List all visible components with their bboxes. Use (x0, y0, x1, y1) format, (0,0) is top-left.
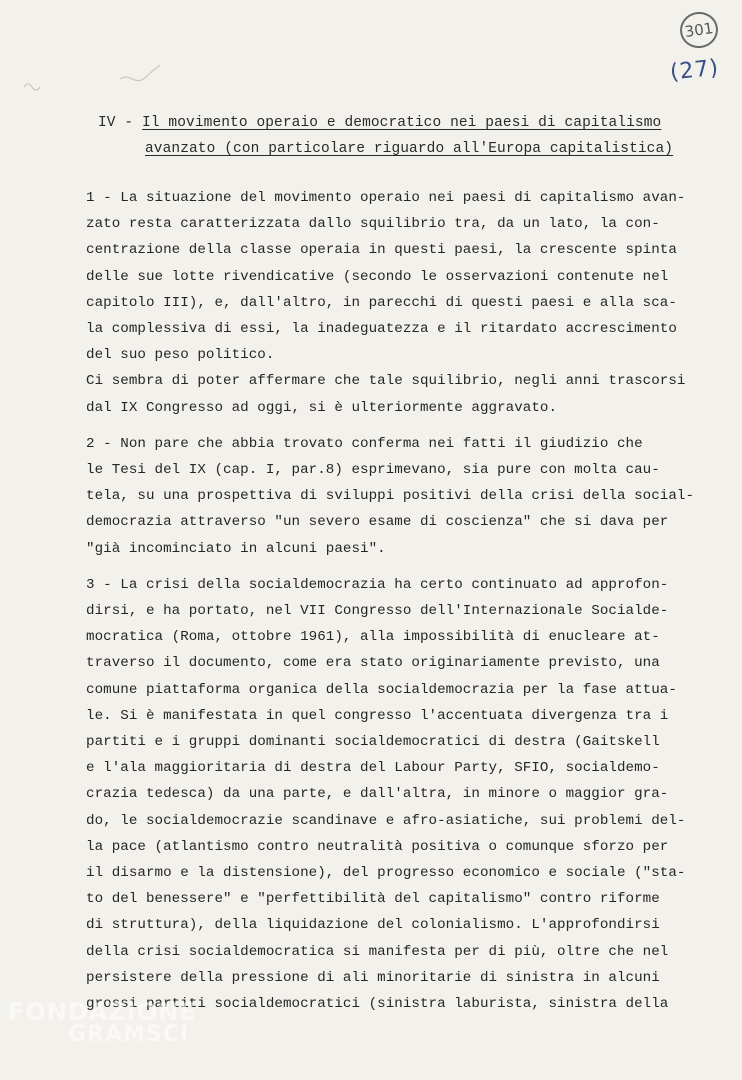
text-line: dirsi, e ha portato, nel VII Congresso dell'Internazionale Socialde- (86, 603, 669, 620)
title-text-1: Il movimento operaio e democratico nei paesi di capitalismo (142, 115, 662, 131)
faint-pencil-marks-icon (20, 65, 180, 105)
text-line: capitolo III), e, dall'altro, in parecchi di questi paesi e alla sca- (86, 294, 677, 311)
page-number: 301 (683, 19, 715, 41)
text-line: traverso il documento, come era stato originariamente previsto, una (86, 655, 660, 672)
text-line: democrazia attraverso "un severo esame di coscienza" che si dava per (86, 514, 669, 531)
text-line: grossi partiti socialdemocratici (sinistra laburista, sinistra della (86, 996, 669, 1013)
archive-watermark (8, 998, 197, 1047)
document-body (86, 185, 716, 1027)
text-line: 1 - La situazione del movimento operaio nei paesi di capitalismo avan- (86, 190, 686, 206)
page-number-stamp (678, 10, 721, 51)
paragraph-2 (86, 431, 716, 562)
text-line: persistere della pressione di ali minoritarie di sinistra in alcuni (86, 969, 660, 986)
text-line: dal IX Congresso ad oggi, si è ulteriormente aggravato. (86, 399, 558, 416)
text-line: 2 - Non pare che abbia trovato conferma nei fatti il giudizio che (86, 435, 643, 452)
paragraph-1 (86, 185, 716, 421)
text-line: Ci sembra di poter affermare che tale squilibrio, negli anni trascorsi (86, 373, 686, 390)
text-line: del suo peso politico. (86, 347, 275, 364)
text-line: to del benessere" e "perfettibilità del capitalismo" contro riforme (86, 891, 660, 908)
title-line-2 (98, 136, 698, 162)
text-line: e l'ala maggioritaria di destra del Labour Party, SFIO, socialdemo- (86, 760, 660, 777)
text-line: il disarmo e la distensione), del progresso economico e sociale ("sta- (86, 865, 686, 882)
text-line: tela, su una prospettiva di sviluppi positivi della crisi della social- (86, 488, 695, 505)
section-title (98, 110, 698, 162)
handwritten-sub-number: (27) (668, 55, 721, 86)
watermark-line-1: FONDAZIONE (8, 998, 197, 1026)
text-line: delle sue lotte rivendicative (secondo le osservazioni contenute nel (86, 268, 669, 285)
paragraph-3 (86, 572, 716, 1017)
text-line: la pace (atlantismo contro neutralità positiva o comunque sforzo per (86, 838, 669, 855)
text-line: centrazione della classe operaia in questi paesi, la crescente spinta (86, 242, 677, 259)
text-line: zato resta caratterizzata dallo squilibrio tra, da un lato, la con- (86, 216, 660, 233)
text-line: le. Si è manifestata in quel congresso l'accentuata divergenza tra i (86, 707, 669, 724)
text-line: 3 - La crisi della socialdemocrazia ha certo continuato ad approfon- (86, 576, 669, 593)
text-line: mocratica (Roma, ottobre 1961), alla impossibilità di enucleare at- (86, 629, 660, 646)
text-line: comune piattaforma organica della socialdemocrazia per la fase attua- (86, 681, 677, 698)
text-line: di struttura), della liquidazione del colonialismo. L'approfondirsi (86, 917, 660, 934)
text-line: "già incominciato in alcuni paesi". (86, 540, 386, 557)
text-line: crazia tedesca) da una parte, e dall'altra, in minore o maggior gra- (86, 786, 669, 803)
title-line-1 (98, 110, 698, 136)
text-line: della crisi socialdemocratica si manifesta per di più, oltre che nel (86, 943, 669, 960)
watermark-line-2: GRAMSCI (68, 1022, 190, 1047)
text-line: la complessiva di essi, la inadeguatezza e il ritardato accrescimento (86, 321, 677, 338)
title-roman-numeral: IV - (98, 115, 134, 131)
text-line: do, le socialdemocrazie scandinave e afro-asiatiche, sui problemi del- (86, 812, 686, 829)
text-line: partiti e i gruppi dominanti socialdemocratici di destra (Gaitskell (86, 734, 660, 751)
text-line: le Tesi del IX (cap. I, par.8) esprimevano, sia pure con molta cau- (86, 462, 660, 479)
title-text-2: avanzato (con particolare riguardo all'Europa capitalistica) (145, 141, 674, 157)
